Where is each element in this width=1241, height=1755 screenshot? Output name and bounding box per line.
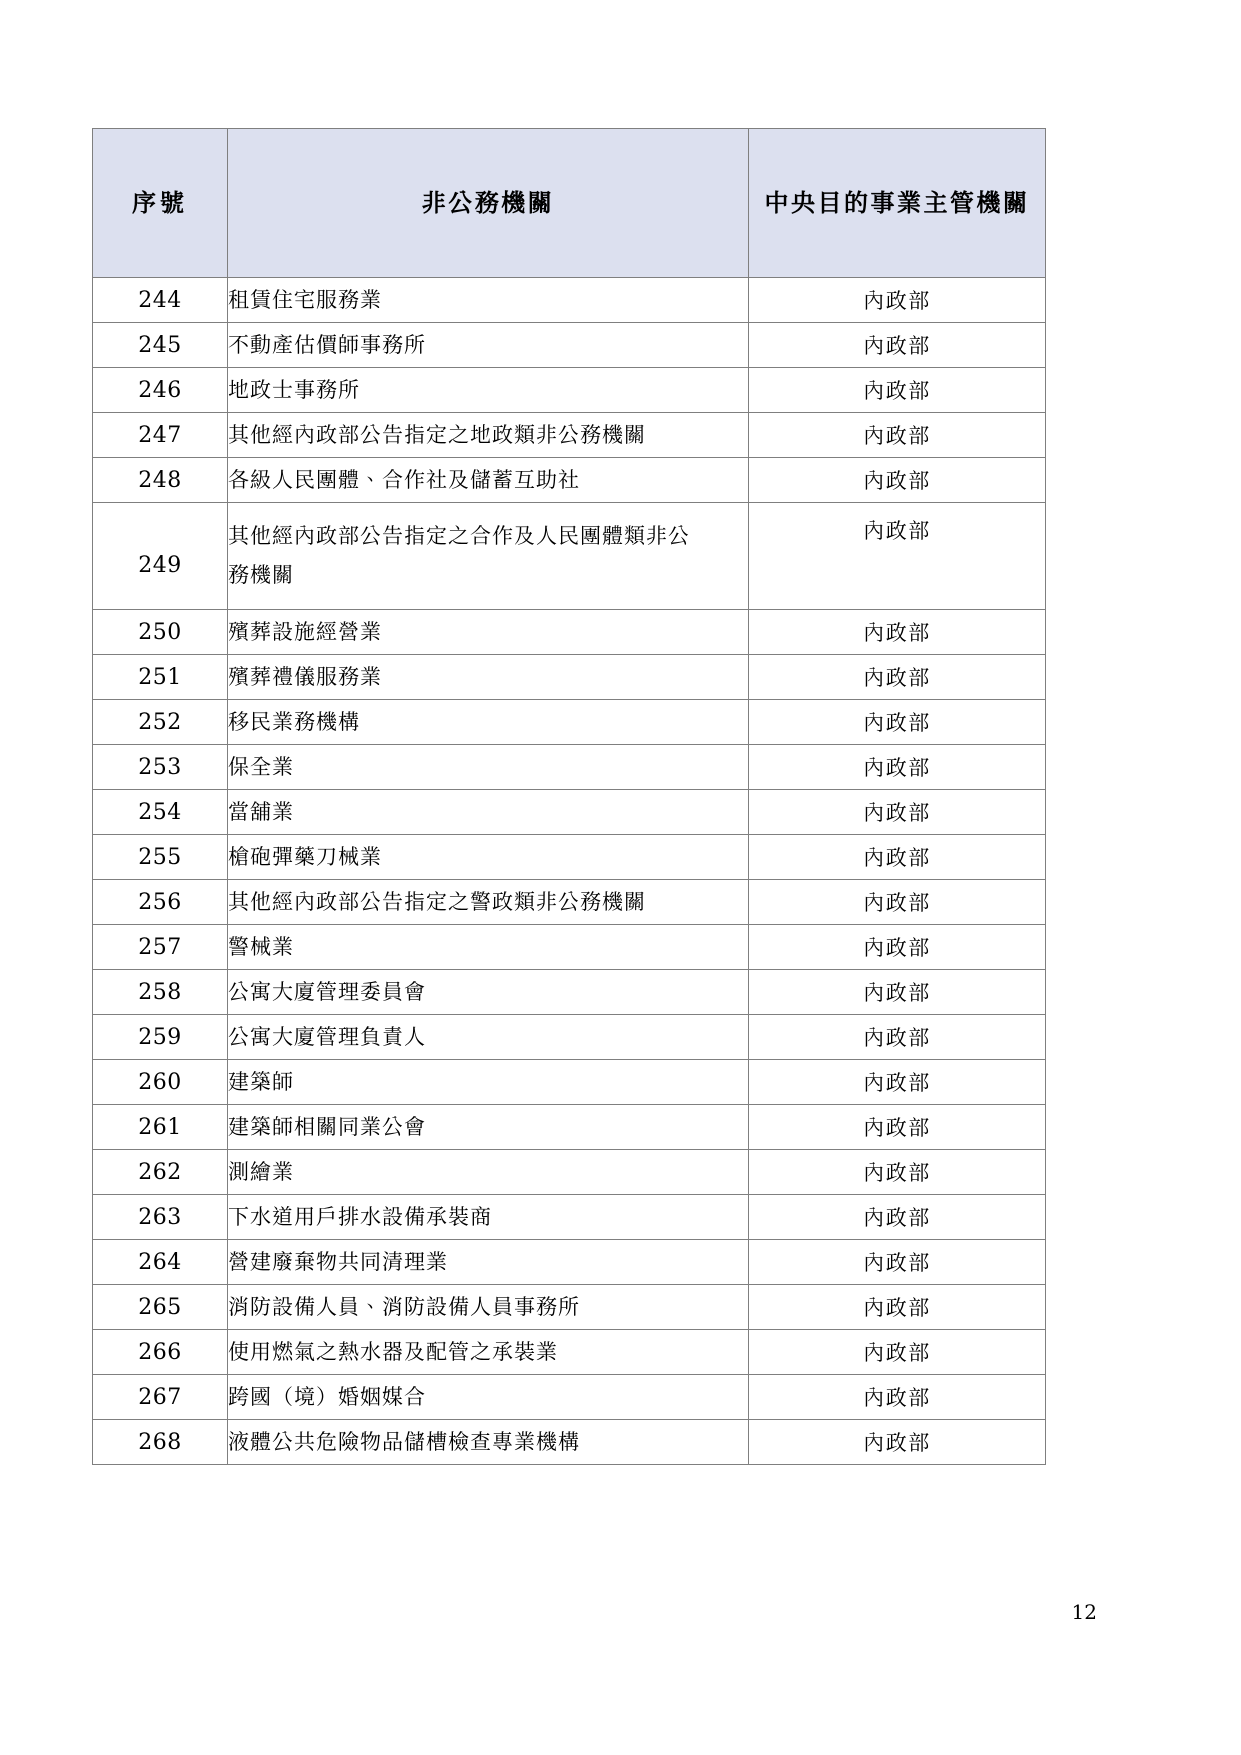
cell-agency-name-text: 測繪業 bbox=[228, 1159, 294, 1184]
cell-seq: 250 bbox=[93, 610, 228, 655]
cell-authority: 內政部 bbox=[749, 745, 1046, 790]
table-row bbox=[93, 278, 1046, 323]
cell-authority: 內政部 bbox=[749, 1285, 1046, 1330]
cell-agency-name-text: 保全業 bbox=[228, 754, 294, 779]
cell-agency-name-text: 營建廢棄物共同清理業 bbox=[228, 1249, 448, 1274]
cell-seq: 258 bbox=[93, 970, 228, 1015]
column-header-non-government-agency bbox=[228, 129, 749, 278]
cell-agency-name bbox=[228, 1105, 749, 1150]
cell-authority: 內政部 bbox=[749, 1105, 1046, 1150]
table-row bbox=[93, 1375, 1046, 1420]
cell-authority: 內政部 bbox=[749, 323, 1046, 368]
table-row bbox=[93, 745, 1046, 790]
cell-agency-name bbox=[228, 1420, 749, 1465]
cell-authority: 內政部 bbox=[749, 413, 1046, 458]
table-row bbox=[93, 790, 1046, 835]
cell-seq: 246 bbox=[93, 368, 228, 413]
cell-authority: 內政部 bbox=[749, 368, 1046, 413]
agencies-table bbox=[92, 128, 1046, 1465]
cell-authority: 內政部 bbox=[749, 1375, 1046, 1420]
cell-authority: 內政部 bbox=[749, 1015, 1046, 1060]
cell-seq: 248 bbox=[93, 458, 228, 503]
cell-agency-name bbox=[228, 413, 749, 458]
cell-seq: 247 bbox=[93, 413, 228, 458]
cell-agency-name bbox=[228, 1015, 749, 1060]
cell-agency-name bbox=[228, 925, 749, 970]
table-row bbox=[93, 1240, 1046, 1285]
column-header-seq bbox=[93, 129, 228, 278]
cell-agency-name bbox=[228, 880, 749, 925]
table-row bbox=[93, 970, 1046, 1015]
cell-agency-name-text: 不動產估價師事務所 bbox=[228, 332, 426, 357]
table-row bbox=[93, 323, 1046, 368]
cell-seq: 263 bbox=[93, 1195, 228, 1240]
column-header-seq-label: 序號 bbox=[132, 187, 188, 217]
cell-authority: 內政部 bbox=[749, 790, 1046, 835]
cell-seq: 264 bbox=[93, 1240, 228, 1285]
cell-agency-name bbox=[228, 1150, 749, 1195]
cell-seq: 255 bbox=[93, 835, 228, 880]
cell-authority: 內政部 bbox=[749, 503, 1046, 610]
table-row bbox=[93, 1330, 1046, 1375]
cell-agency-name bbox=[228, 458, 749, 503]
cell-agency-name-text: 警械業 bbox=[228, 934, 294, 959]
cell-seq: 260 bbox=[93, 1060, 228, 1105]
cell-agency-name bbox=[228, 1060, 749, 1105]
cell-authority: 內政部 bbox=[749, 1060, 1046, 1105]
cell-seq: 262 bbox=[93, 1150, 228, 1195]
cell-agency-name-text: 租賃住宅服務業 bbox=[228, 287, 382, 312]
cell-authority: 內政部 bbox=[749, 1420, 1046, 1465]
cell-agency-name bbox=[228, 835, 749, 880]
cell-agency-name-text: 公寓大廈管理委員會 bbox=[228, 979, 426, 1004]
table-row bbox=[93, 413, 1046, 458]
cell-authority: 內政部 bbox=[749, 880, 1046, 925]
table-row bbox=[93, 1105, 1046, 1150]
cell-seq: 251 bbox=[93, 655, 228, 700]
column-header-central-authority bbox=[749, 129, 1046, 278]
table-row bbox=[93, 655, 1046, 700]
cell-agency-name-text: 公寓大廈管理負責人 bbox=[228, 1024, 426, 1049]
cell-agency-name-text: 下水道用戶排水設備承裝商 bbox=[228, 1204, 492, 1229]
cell-agency-name-text: 其他經內政部公告指定之合作及人民團體類非公務機關 bbox=[228, 524, 690, 587]
cell-seq: 245 bbox=[93, 323, 228, 368]
cell-seq: 266 bbox=[93, 1330, 228, 1375]
cell-agency-name bbox=[228, 368, 749, 413]
cell-agency-name-text: 建築師 bbox=[228, 1069, 294, 1094]
table-row bbox=[93, 1015, 1046, 1060]
cell-agency-name bbox=[228, 700, 749, 745]
cell-agency-name-text: 移民業務機構 bbox=[228, 709, 360, 734]
cell-agency-name-text: 地政士事務所 bbox=[228, 377, 360, 402]
table-row bbox=[93, 1150, 1046, 1195]
cell-agency-name-text: 殯葬禮儀服務業 bbox=[228, 664, 382, 689]
table-row bbox=[93, 1060, 1046, 1105]
table-body bbox=[93, 278, 1046, 1465]
cell-agency-name-text: 液體公共危險物品儲槽檢查專業機構 bbox=[228, 1429, 580, 1454]
cell-authority: 內政部 bbox=[749, 925, 1046, 970]
cell-agency-name-text: 建築師相關同業公會 bbox=[228, 1114, 426, 1139]
cell-authority: 內政部 bbox=[749, 700, 1046, 745]
cell-agency-name bbox=[228, 655, 749, 700]
cell-agency-name bbox=[228, 323, 749, 368]
cell-seq: 256 bbox=[93, 880, 228, 925]
table-row bbox=[93, 880, 1046, 925]
cell-seq: 257 bbox=[93, 925, 228, 970]
page-footer bbox=[92, 1600, 1097, 1624]
cell-seq: 244 bbox=[93, 278, 228, 323]
cell-agency-name bbox=[228, 1285, 749, 1330]
cell-agency-name-text: 當舖業 bbox=[228, 799, 294, 824]
table-row bbox=[93, 1420, 1046, 1465]
table-row bbox=[93, 1195, 1046, 1240]
cell-agency-name-text: 使用燃氣之熱水器及配管之承裝業 bbox=[228, 1339, 558, 1364]
cell-authority: 內政部 bbox=[749, 1195, 1046, 1240]
cell-authority: 內政部 bbox=[749, 610, 1046, 655]
cell-agency-name-text: 跨國（境）婚姻媒合 bbox=[228, 1384, 426, 1409]
table-row bbox=[93, 503, 1046, 610]
cell-agency-name-text: 其他經內政部公告指定之警政類非公務機關 bbox=[228, 889, 646, 914]
cell-authority: 內政部 bbox=[749, 835, 1046, 880]
page-number: 12 bbox=[1071, 1600, 1097, 1624]
cell-authority: 內政部 bbox=[749, 458, 1046, 503]
cell-agency-name bbox=[228, 790, 749, 835]
table-row bbox=[93, 610, 1046, 655]
cell-seq: 253 bbox=[93, 745, 228, 790]
column-header-central-authority-label: 中央目的事業主管機關 bbox=[764, 187, 1030, 217]
cell-agency-name-text: 各級人民團體、合作社及儲蓄互助社 bbox=[228, 467, 580, 492]
cell-authority: 內政部 bbox=[749, 1240, 1046, 1285]
cell-agency-name-text: 槍砲彈藥刀械業 bbox=[228, 844, 382, 869]
cell-agency-name bbox=[228, 745, 749, 790]
table-row bbox=[93, 458, 1046, 503]
page-content bbox=[92, 128, 1097, 1465]
cell-seq: 259 bbox=[93, 1015, 228, 1060]
cell-agency-name bbox=[228, 1330, 749, 1375]
cell-agency-name-text: 殯葬設施經營業 bbox=[228, 619, 382, 644]
table-row bbox=[93, 835, 1046, 880]
table-row bbox=[93, 368, 1046, 413]
cell-agency-name bbox=[228, 1195, 749, 1240]
cell-seq: 268 bbox=[93, 1420, 228, 1465]
cell-seq: 261 bbox=[93, 1105, 228, 1150]
cell-agency-name bbox=[228, 610, 749, 655]
table-row bbox=[93, 1285, 1046, 1330]
cell-agency-name bbox=[228, 1240, 749, 1285]
cell-agency-name-text: 其他經內政部公告指定之地政類非公務機關 bbox=[228, 422, 646, 447]
cell-agency-name bbox=[228, 503, 749, 610]
cell-authority: 內政部 bbox=[749, 278, 1046, 323]
cell-authority: 內政部 bbox=[749, 1150, 1046, 1195]
cell-agency-name bbox=[228, 970, 749, 1015]
cell-seq: 254 bbox=[93, 790, 228, 835]
cell-seq: 252 bbox=[93, 700, 228, 745]
cell-authority: 內政部 bbox=[749, 655, 1046, 700]
cell-seq: 265 bbox=[93, 1285, 228, 1330]
cell-authority: 內政部 bbox=[749, 1330, 1046, 1375]
table-header-row bbox=[93, 129, 1046, 278]
column-header-non-government-agency-label: 非公務機關 bbox=[421, 187, 555, 217]
table-row bbox=[93, 700, 1046, 745]
cell-seq: 249 bbox=[93, 503, 228, 610]
table-header bbox=[93, 129, 1046, 278]
cell-agency-name bbox=[228, 1375, 749, 1420]
cell-agency-name-text: 消防設備人員、消防設備人員事務所 bbox=[228, 1294, 580, 1319]
table-row bbox=[93, 925, 1046, 970]
cell-seq: 267 bbox=[93, 1375, 228, 1420]
cell-authority: 內政部 bbox=[749, 970, 1046, 1015]
cell-agency-name bbox=[228, 278, 749, 323]
